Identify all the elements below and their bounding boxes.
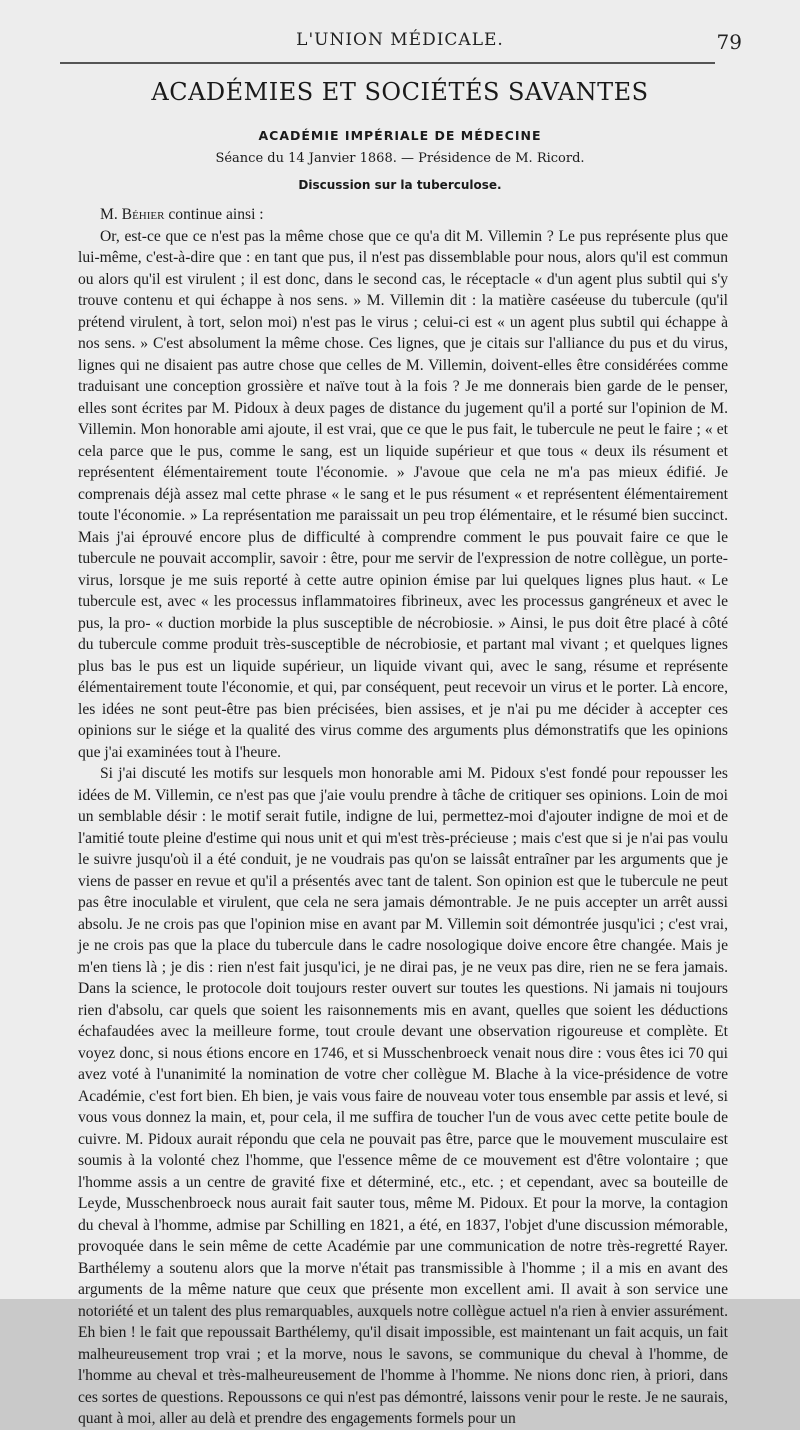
intro-paragraph (78, 204, 728, 226)
speaker-name: M. Béhier (100, 206, 165, 223)
section-title: ACADÉMIES ET SOCIÉTÉS SAVANTES (151, 78, 649, 106)
discussion-title: Discussion sur la tuberculose. (298, 178, 502, 192)
paragraph: Or, est-ce que ce n'est pas la même chose que ce qu'a dit M. Villemin ? Le pus représente plus que lui-même, c'est-à-dire que : en tant que pus, il n'est pas dissemblable pour nous, alors qu'il est commun ou alors qu'il est virulent ; il est donc, dans le second cas, le réceptacle « d'un agent plus subtil qui s'y trouve contenu et qui échappe à nos sens. » M. Villemin dit : la matière caséeuse du tubercule (qu'il prétend virulent, à tort, selon moi) n'est pas le virus ; celui-ci est « un agent plus subtil qui échappe à nos sens. » C'est absolument la même chose. Ces lignes, que je citais sur l'alliance du pus et du virus, lignes qui ne disaient pas autre chose que celles de M. Villemin, doivent-elles être considérées comme traduisant une conception grossière et naïve tout à la fois ? Je me donnerais bien garde de le penser, elles sont écrites par M. Pidoux à deux pages de distance du jugement qu'il a porté sur l'opinion de M. Villemin. Mon honorable ami ajoute, il est vrai, que ce que le pus fait, le tubercule ne peut le faire ; « et cela parce que le pus, comme le sang, est un liquide supérieur et que tous « deux ils résument et représentent élémentairement toute l'économie. » J'avoue que cela ne m'a pas mieux édifié. Je comprenais déjà assez mal cette phrase « le sang et le pus résument « et représentent élémentairement toute l'économie. » La représentation me paraissait un peu trop élémentaire, et le résumé bien succinct. Mais j'ai éprouvé encore plus de difficulté à comprendre comment le pus pouvait faire ce que le tubercule ne pouvait accomplir, savoir : être, pour me servir de l'expression de notre collègue, un porte-virus, lorsque je me suis reporté à cette autre opinion émise par lui quelques lignes plus haut. « Le tubercule est, avec « les processus inflammatoires fibrineux, avec les processus gangréneux et avec le pus, la pro- « duction morbide la plus susceptible de nécrobiosie. » Ainsi, le pus doit être placé à côté du tubercule comme produit très-susceptible de nécrobiosie, et partant mal vivant ; et quelques lignes plus bas le pus est un liquide supérieur, un liquide vivant qui, avec le sang, résume et représente élémentairement toute l'économie, et qui, par conséquent, peut recevoir un virus et le porter. Là encore, les idées ne sont peut-être pas bien précisées, bien assises, et je n'ai pu me décider à accepter ces opinions sur le siége et la qualité des virus comme des arguments plus démonstratifs que les opinions que j'ai examinées tout à l'heure. (78, 227, 728, 761)
paragraph: Si j'ai discuté les motifs sur lesquels mon honorable ami M. Pidoux s'est fondé pour repousser les idées de M. Villemin, ce n'est pas que j'aie voulu prendre à tâche de critiquer ses opinions. Loin de moi un semblable désir : le motif serait futile, indigne de lui, permettez-moi d'ajouter indigne de moi et de l'amitié toute pleine d'estime qui nous unit et qui m'est très-précieuse ; mais c'est que si je n'ai pas voulu le suivre jusqu'où il a été conduit, je ne voudrais pas qu'on se laissât entraîner par les arguments que je viens de passer en revue et qu'il a présentés avec tant de talent. Son opinion est que le tubercule ne peut pas être inoculable et virulent, que cela ne sera jamais démontrable. Je ne puis accepter un arrêt aussi absolu. Je ne crois pas que l'opinion mise en avant par M. Villemin soit démontrée jusqu'ici ; c'est vrai, je ne crois pas que la place du tubercule dans le cadre nosologique doive encore être changée. Mais je m'en tiens là ; je dis : rien n'est fait jusqu'ici, je ne dirai pas, je ne veux pas dire, rien ne se fera jamais. Dans la science, le protocole doit toujours rester ouvert sur toutes les questions. Ni jamais ni toujours rien d'absolu, car quels que soient les raisonnements mis en avant, quelles que soient les déductions échafaudées avec la meilleure forme, tout croule devant une observation rigoureuse et complète. Et voyez donc, si nous étions encore en 1746, et si Musschenbroeck venait nous dire : vous êtes ici 70 qui avez voté à l'unanimité la nomination de votre cher collègue M. Blache à la vice-présidence de votre Académie, c'est fort bien. Eh bien, je vais vous faire de nouveau voter tous ensemble par assis et levé, si vous vous donnez la main, et, pour cela, il me suffira de toucher l'un de vous avec cette petite boule de cuivre. M. Pidoux aurait répondu que cela ne pouvait pas être, parce que le mouvement musculaire est soumis à la volonté chez l'homme, que l'essence même de ce mouvement est d'être volontaire ; que l'homme assis a un centre de gravité fixe et déterminé, etc., etc. ; et cependant, avec sa bouteille de Leyde, Musschenbroeck nous aurait fait sauter tous, même M. Pidoux. Et pour la morve, la contagion du cheval à l'homme, admise par Schilling en 1821, a été, en 1837, l'objet d'une discussion mémorable, provoquée dans le sein même de cette Académie par une communication de notre très-regretté Rayer. Barthélemy a soutenu alors que la morve n'était pas transmissible à l'homme ; il a mis en avant des arguments de la même nature que ceux que présente mon excellent ami. Il avait à son service une notoriété et un talent des plus remarquables, auxquels notre collègue actuel n'a rien à envier assurément. Eh bien ! le fait que repoussait Barthélemy, qu'il disait impossible, est maintenant un fait acquis, un fait malheureusement trop vrai ; et la morve, nous le savons, se communique du cheval à l'homme, de l'homme au cheval et très-malheureusement de l'homme à l'homme. Ne nions donc rien, à priori, dans ces sortes de questions. Repoussons ce qui n'est pas démontré, laissons venir pour le reste. Je ne saurais, quant à moi, aller au delà et prendre des engagements formels pour un (78, 765, 728, 1427)
running-head (0, 30, 800, 54)
article-body (78, 204, 728, 1430)
header-rule (60, 62, 715, 64)
page-number: 79 (716, 30, 742, 54)
intro-text: continue ainsi : (168, 206, 264, 223)
session-line: Séance du 14 Janvier 1868. — Présidence de M. Ricord. (215, 151, 585, 166)
journal-title: L'UNION MÉDICALE. (296, 30, 504, 50)
academy-title: ACADÉMIE IMPÉRIALE DE MÉDECINE (258, 128, 542, 143)
